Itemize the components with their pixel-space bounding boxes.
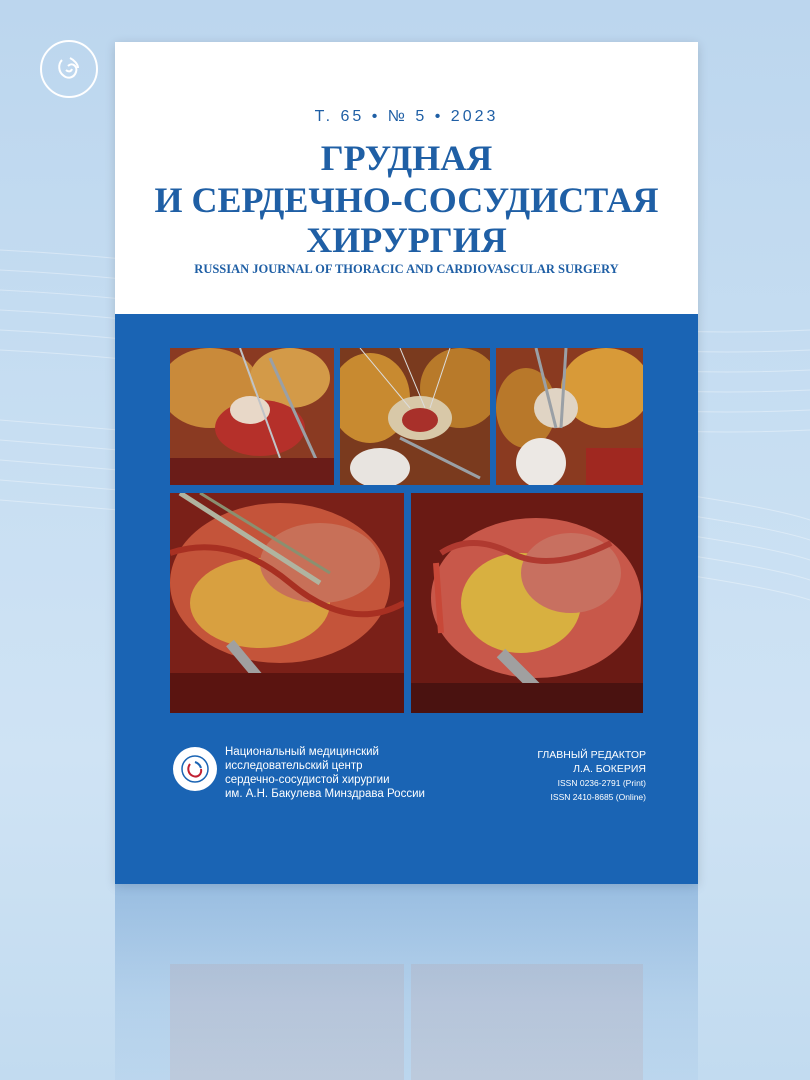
surgery-photo-3 <box>496 348 643 485</box>
volume-line: Т. 65 • № 5 • 2023 <box>314 108 499 125</box>
surgery-photo-1 <box>170 348 334 485</box>
institution-name <box>225 745 425 801</box>
issn-online: ISSN 2410-8685 (Online) <box>550 792 646 802</box>
institution-line-2: исследовательский центр <box>225 760 363 772</box>
surgery-photo-2 <box>340 348 490 485</box>
title-line-1: ГРУДНАЯ <box>320 138 493 178</box>
issn-print: ISSN 0236-2791 (Print) <box>557 778 646 788</box>
heart-logo-icon <box>180 754 210 784</box>
surgery-photo-5 <box>411 493 643 713</box>
journal-logo <box>40 40 98 98</box>
surgery-photo-4 <box>170 493 404 713</box>
editor-block <box>537 748 646 804</box>
journal-cover <box>115 42 698 884</box>
editor-name: Л.А. БОКЕРИЯ <box>573 763 646 775</box>
english-subtitle: RUSSIAN JOURNAL OF THORACIC AND CARDIOVASCULAR SURGERY <box>194 262 619 276</box>
heart-logo-icon <box>52 52 86 86</box>
reflection-photos <box>115 884 698 1080</box>
editor-title: ГЛАВНЫЙ РЕДАКТОР <box>537 749 646 761</box>
cover-reflection <box>115 884 698 1080</box>
institution-line-3: сердечно-сосудистой хирургии <box>225 774 390 786</box>
institution-line-4: им. А.Н. Бакулева Минздрава России <box>225 788 425 800</box>
title-line-2: И СЕРДЕЧНО-СОСУДИСТАЯ <box>154 180 659 220</box>
institution-logo <box>173 747 217 791</box>
institution-line-1: Национальный медицинский <box>225 746 379 758</box>
title-line-3: ХИРУРГИЯ <box>306 220 507 260</box>
